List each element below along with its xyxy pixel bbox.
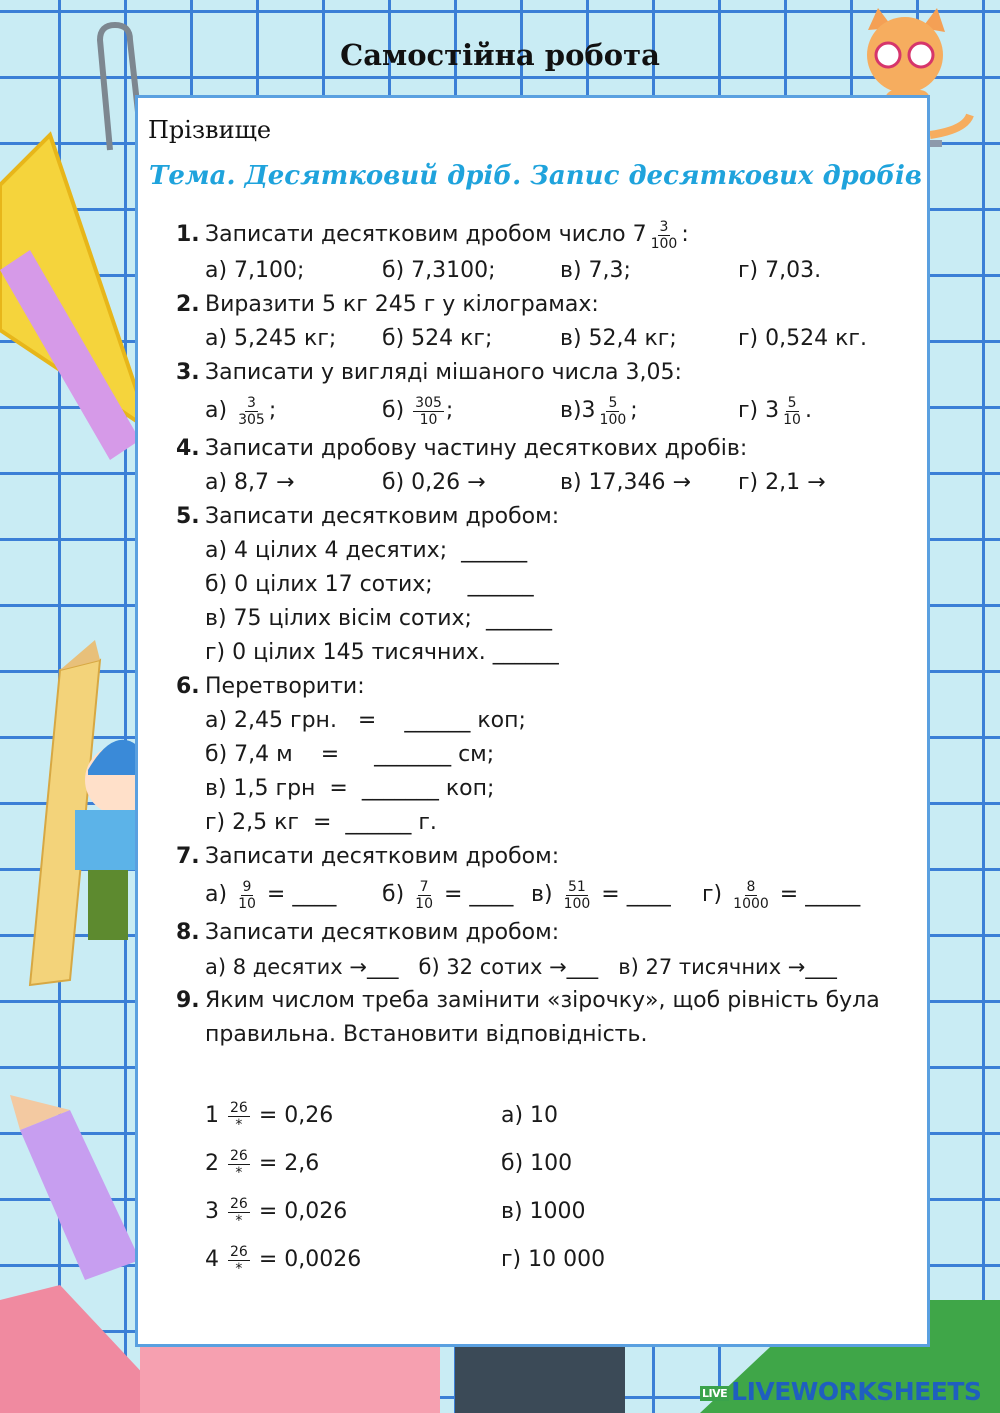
option-c[interactable]: в) 52,4 кг; bbox=[560, 326, 677, 351]
match-row[interactable]: 4 $\frac{26}{*}$ = 0,0026 г) 10 000 bbox=[205, 1243, 606, 1277]
task-text: Виразити 5 кг 245 г у кілограмах: bbox=[205, 292, 599, 317]
task-text: Записати дробову частину десяткових дробів: bbox=[205, 436, 748, 461]
option-d[interactable]: г) 0,524 кг. bbox=[738, 326, 867, 351]
task-number: 7. bbox=[176, 844, 200, 869]
task-number: 4. bbox=[176, 436, 200, 461]
task-number: 8. bbox=[176, 920, 200, 945]
topic-title: Тема. Десятковий дріб. Запис десяткових дробів bbox=[149, 161, 922, 191]
option-c[interactable]: в) 7,3; bbox=[560, 258, 631, 283]
option-b[interactable]: б) 7,3100; bbox=[382, 258, 496, 283]
task-text: Яким числом треба замінити «зірочку», щоб рівність була bbox=[205, 988, 880, 1013]
task-number: 2. bbox=[176, 292, 200, 317]
task-text-continued: правильна. Встановити відповідність. bbox=[205, 1022, 648, 1047]
boy-body-shape bbox=[75, 810, 135, 870]
purple-pencil-shape bbox=[20, 1110, 140, 1280]
fraction: $\frac{3}{100}$ bbox=[650, 218, 678, 252]
option-a[interactable]: а) 7,100; bbox=[205, 258, 305, 283]
task-text: Записати десятковим дробом число 7 bbox=[205, 222, 647, 247]
task-text: Перетворити: bbox=[205, 674, 365, 699]
option-a[interactable]: а) $\frac{3}{305}$ ; bbox=[205, 394, 277, 428]
sub-item-c[interactable]: в) 75 цілих вісім сотих; ______ bbox=[205, 606, 552, 631]
sub-item-c[interactable]: в) 1,5 грн = _______ коп; bbox=[205, 776, 495, 801]
option-d[interactable]: г) $\frac{8}{1000}$ = _____ bbox=[702, 878, 861, 912]
task-9 bbox=[176, 984, 921, 1284]
sub-item-b[interactable]: б) 7,4 м = _______ см; bbox=[205, 742, 495, 767]
sub-item-d[interactable]: г) 0 цілих 145 тисячних. ______ bbox=[205, 640, 559, 665]
surname-label: Прізвище bbox=[148, 116, 272, 144]
tasks-content bbox=[176, 216, 921, 1284]
task-text: Записати десятковим дробом: bbox=[205, 504, 560, 529]
match-row[interactable]: 2 $\frac{26}{*}$ = 2,6 б) 100 bbox=[205, 1147, 573, 1181]
task-7 bbox=[176, 840, 921, 916]
option-c[interactable]: в) 17,346 → bbox=[560, 470, 691, 495]
task-8-line[interactable]: а) 8 десятих →___ б) 32 сотих →___ в) 27 тисячних →___ bbox=[205, 955, 837, 979]
sub-item-a[interactable]: а) 4 цілих 4 десятих; ______ bbox=[205, 538, 528, 563]
task-3 bbox=[176, 356, 921, 432]
task-2 bbox=[176, 288, 921, 356]
option-c[interactable]: в) $\frac{51}{100}$ = ____ bbox=[531, 878, 671, 912]
option-a[interactable]: а) 8,7 → bbox=[205, 470, 295, 495]
task-number: 6. bbox=[176, 674, 200, 699]
task-1: 1. Записати десятковим дробом число 7 $\frac{3}{100}$ : а) 7,100; б) 7,3100; в) 7,3; г) 7,03. bbox=[176, 216, 921, 288]
option-d[interactable]: г) 7,03. bbox=[738, 258, 822, 283]
watermark-badge: LIVE bbox=[702, 1386, 728, 1400]
task-number: 5. bbox=[176, 504, 200, 529]
option-c[interactable]: в)3 $\frac{5}{100}$ ; bbox=[560, 394, 638, 428]
task-8 bbox=[176, 916, 921, 984]
task-text: Записати десятковим дробом: bbox=[205, 844, 560, 869]
task-text: Записати у вигляді мішаного числа 3,05: bbox=[205, 360, 682, 385]
boy-legs-shape bbox=[88, 870, 128, 940]
option-a[interactable]: а) 5,245 кг; bbox=[205, 326, 337, 351]
task-text: Записати десятковим дробом: bbox=[205, 920, 560, 945]
task-number: 1. bbox=[176, 222, 200, 247]
dark-block-shape bbox=[455, 1346, 625, 1413]
task-5 bbox=[176, 500, 921, 670]
task-number: 9. bbox=[176, 988, 200, 1013]
option-a[interactable]: а) $\frac{9}{10}$ = ____ bbox=[205, 878, 337, 912]
match-row[interactable]: 1 $\frac{26}{*}$ = 0,26 а) 10 bbox=[205, 1099, 559, 1133]
sub-item-a[interactable]: а) 2,45 грн. = ______ коп; bbox=[205, 708, 526, 733]
sub-item-d[interactable]: г) 2,5 кг = ______ г. bbox=[205, 810, 437, 835]
sub-item-b[interactable]: б) 0 цілих 17 сотих; ______ bbox=[205, 572, 534, 597]
option-b[interactable]: б) $\frac{305}{10}$ ; bbox=[382, 394, 454, 428]
task-number: 3. bbox=[176, 360, 200, 385]
watermark-text: LIVEWORKSHEETS bbox=[731, 1377, 982, 1406]
watermark bbox=[700, 1377, 981, 1406]
task-6 bbox=[176, 670, 921, 840]
option-d[interactable]: г) 3 $\frac{5}{10}$ . bbox=[738, 394, 812, 428]
match-row[interactable]: 3 $\frac{26}{*}$ = 0,026 в) 1000 bbox=[205, 1195, 586, 1229]
cat-tail-shape bbox=[930, 115, 970, 135]
option-b[interactable]: б) 0,26 → bbox=[382, 470, 486, 495]
task-4 bbox=[176, 432, 921, 500]
option-b[interactable]: б) $\frac{7}{10}$ = ____ bbox=[382, 878, 514, 912]
option-b[interactable]: б) 524 кг; bbox=[382, 326, 493, 351]
worksheet bbox=[135, 95, 930, 1347]
page-title: Самостійна робота bbox=[340, 38, 660, 72]
option-d[interactable]: г) 2,1 → bbox=[738, 470, 826, 495]
